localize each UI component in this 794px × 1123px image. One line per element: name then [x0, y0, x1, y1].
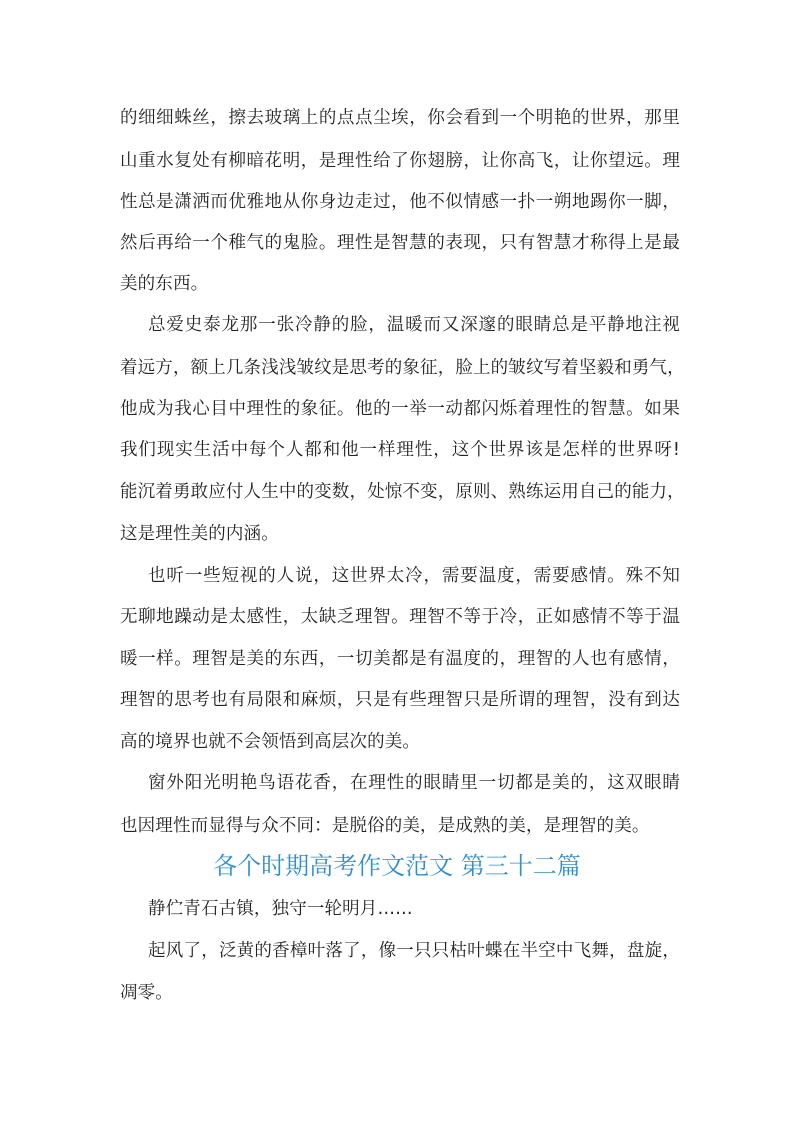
section-heading: 各个时期高考作文范文 第三十二篇	[213, 852, 581, 880]
paragraph-2-line-2: 着远方，额上几条浅浅皱纹是思考的象征，脸上的皱纹写着坚毅和勇气，	[120, 358, 685, 378]
paragraph-6-line-1: 起风了，泛黄的香樟叶落了，像一只只枯叶蝶在半空中飞舞，盘旋，	[148, 941, 680, 961]
paragraph-2-line-6: 这是理性美的内涵。	[120, 524, 279, 544]
paragraph-1-line-3: 性总是潇洒而优雅地从你身边走过，他不似情感一扑一朔地踢你一脚，	[120, 192, 680, 212]
paragraph-6-line-2: 凋零。	[120, 983, 173, 1003]
paragraph-1-line-1: 的细细蛛丝，擦去玻璃上的点点尘埃，你会看到一个明艳的世界，那里	[120, 108, 680, 128]
paragraph-3-line-3: 暖一样。理智是美的东西，一切美都是有温度的，理智的人也有感情，	[120, 649, 680, 669]
paragraph-2-line-4: 我们现实生活中每个人都和他一样理性，这个世界该是怎样的世界呀!	[120, 440, 680, 460]
paragraph-2-line-1: 总爱史泰龙那一张冷静的脸，温暖而又深邃的眼睛总是平静地注视	[148, 315, 680, 335]
paragraph-3-line-2: 无聊地躁动是太感性，太缺乏理智。理智不等于冷，正如感情不等于温	[120, 607, 680, 627]
paragraph-1-line-2: 山重水复处有柳暗花明，是理性给了你翅膀，让你高飞，让你望远。理	[120, 151, 680, 171]
paragraph-3-line-4: 理智的思考也有局限和麻烦，只是有些理智只是所谓的理智，没有到达	[120, 690, 680, 710]
paragraph-4-line-2: 也因理性而显得与众不同：是脱俗的美，是成熟的美，是理智的美。	[120, 816, 650, 836]
paragraph-1-line-4: 然后再给一个稚气的鬼脸。理性是智慧的表现，只有智慧才称得上是最	[120, 233, 680, 253]
paragraph-4-line-1: 窗外阳光明艳鸟语花香，在理性的眼睛里一切都是美的，这双眼睛	[148, 773, 680, 793]
paragraph-2-line-5: 能沉着勇敢应付人生中的变数，处惊不变，原则、熟练运用自己的能力，	[120, 482, 685, 502]
paragraph-3-line-1: 也听一些短视的人说，这世界太冷，需要温度，需要感情。殊不知	[148, 566, 680, 586]
paragraph-5-line-1: 静伫青石古镇，独守一轮明月……	[148, 899, 413, 919]
paragraph-3-line-5: 高的境界也就不会领悟到高层次的美。	[120, 732, 421, 752]
paragraph-1-line-5: 美的东西。	[120, 274, 209, 294]
paragraph-2-line-3: 他成为我心目中理性的象征。他的一举一动都闪烁着理性的智慧。如果	[120, 399, 680, 419]
